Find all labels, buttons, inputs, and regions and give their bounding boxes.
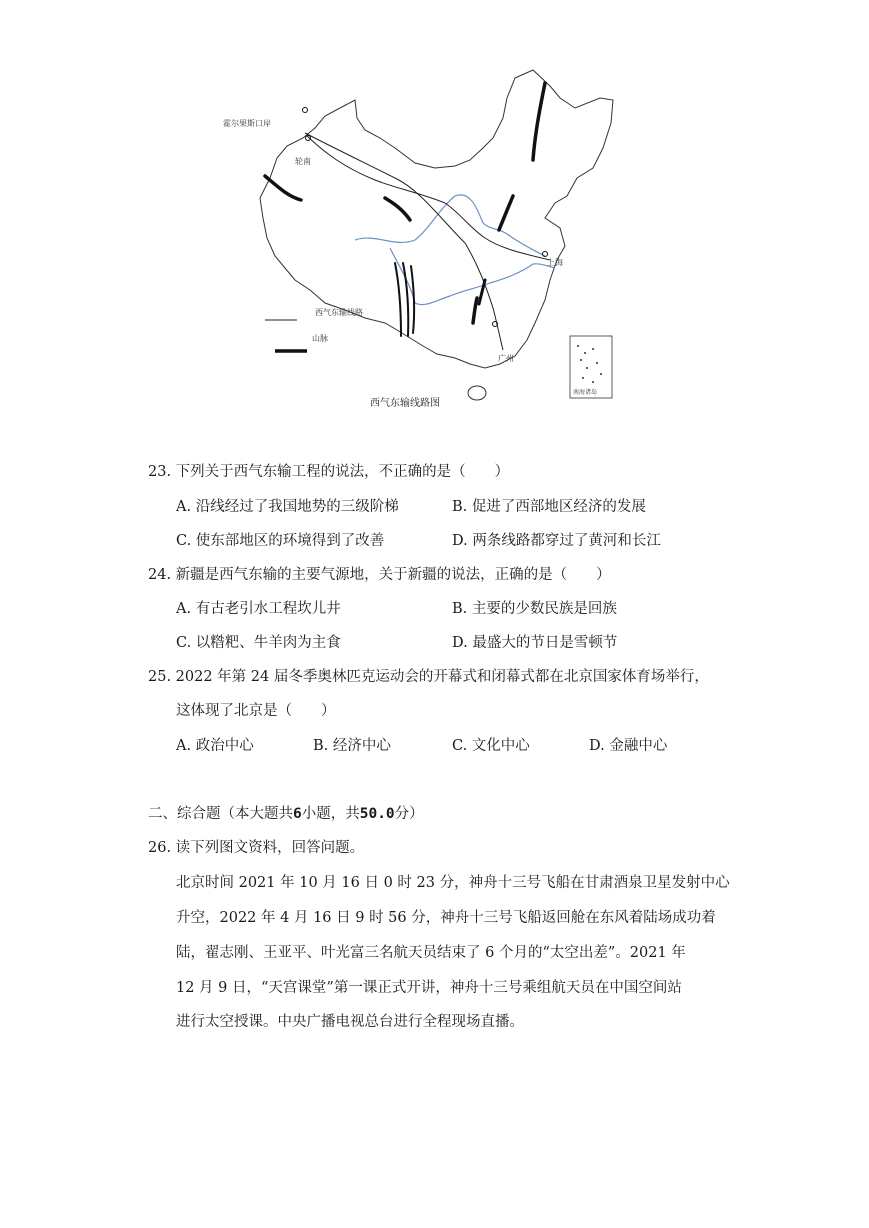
question-number: 23. bbox=[148, 464, 172, 480]
q23-option-d: D. 两条线路都穿过了黄河和长江 bbox=[452, 533, 661, 549]
question-text: 读下列图文资料，回答问题。 bbox=[175, 840, 365, 856]
yellow-river bbox=[355, 195, 545, 256]
question-text-line1: 2022 年第 24 届冬季奥林匹克运动会的开幕式和闭幕式都在北京国家体育场举行， bbox=[175, 669, 709, 685]
q23-option-c: C. 使东部地区的环境得到了改善 bbox=[176, 533, 385, 549]
q23-option-b: B. 促进了西部地区经济的发展 bbox=[452, 499, 646, 515]
mountain-8 bbox=[473, 298, 477, 323]
section-middle: 小题，共 bbox=[301, 806, 360, 822]
mountain-2 bbox=[385, 198, 410, 220]
mountain-5 bbox=[395, 263, 401, 336]
pipeline-map-figure bbox=[215, 68, 620, 413]
section-score: 50.0 bbox=[359, 806, 395, 822]
mountain-3 bbox=[533, 83, 545, 160]
q24-option-c: C. 以糌粑、牛羊肉为主食 bbox=[176, 635, 341, 651]
q23-option-a: A. 沿线经过了我国地势的三级阶梯 bbox=[176, 499, 399, 515]
q26-paragraph-line-2: 升空，2022 年 4 月 16 日 9 时 56 分，神舟十三号飞船返回舱在东风着陆场成功着 bbox=[176, 910, 716, 926]
horgos-label: 霍尔果斯口岸 bbox=[223, 119, 271, 128]
q25-option-b: B. 经济中心 bbox=[313, 738, 391, 754]
question-number: 25. bbox=[148, 669, 172, 685]
question-text: 下列关于西气东输工程的说法，不正确的是（ ） bbox=[175, 464, 510, 480]
section-count: 6 bbox=[293, 806, 302, 822]
horgos-marker bbox=[303, 108, 308, 113]
question-number: 24. bbox=[148, 567, 172, 583]
question-26-stem bbox=[148, 836, 364, 857]
q26-paragraph-line-1: 北京时间 2021 年 10 月 16 日 0 时 23 分，神舟十三号飞船在甘肃酒泉卫星发射中心 bbox=[176, 875, 730, 891]
question-text: 新疆是西气东输的主要气源地，关于新疆的说法，正确的是（ ） bbox=[175, 567, 611, 583]
q26-paragraph-line-5: 进行太空授课。中央广播电视总台进行全程现场直播。 bbox=[176, 1014, 524, 1030]
legend-mountain-label: 山脉 bbox=[312, 334, 328, 343]
china-map bbox=[215, 68, 620, 413]
map-caption: 西气东输线路图 bbox=[370, 398, 440, 409]
q24-option-d: D. 最盛大的节日是雪顿节 bbox=[452, 635, 618, 651]
lunnan-label: 轮南 bbox=[295, 157, 311, 166]
q25-option-a: A. 政治中心 bbox=[176, 738, 254, 754]
question-25-stem-line2: 这体现了北京是（ ） bbox=[176, 703, 336, 719]
section-2-heading bbox=[148, 802, 424, 823]
section-prefix: 二、综合题（本大题共 bbox=[148, 806, 293, 822]
legend-pipeline-label: 西气东输线路 bbox=[315, 308, 363, 317]
guangzhou-label: 广州 bbox=[498, 354, 514, 363]
hainan-island bbox=[468, 386, 486, 400]
section-suffix: 分） bbox=[394, 806, 424, 822]
mountain-4 bbox=[499, 196, 513, 230]
q26-paragraph-line-3: 陆，翟志刚、王亚平、叶光富三名航天员结束了 6 个月的“太空出差”。2021 年 bbox=[176, 945, 686, 961]
mountain-7 bbox=[411, 266, 414, 333]
question-24-stem bbox=[148, 563, 611, 584]
south-sea-label: 南海诸岛 bbox=[573, 389, 598, 396]
q24-option-b: B. 主要的少数民族是回族 bbox=[452, 601, 617, 617]
question-23-stem bbox=[148, 460, 509, 481]
south-sea-islands bbox=[577, 345, 602, 383]
q26-paragraph-line-4: 12 月 9 日，“天宫课堂”第一课正式开讲，神舟十三号乘组航天员在中国空间站 bbox=[176, 980, 682, 996]
shanghai-label: 上海 bbox=[547, 258, 563, 267]
china-outline bbox=[260, 70, 613, 368]
mountain-9 bbox=[479, 280, 485, 304]
q25-option-c: C. 文化中心 bbox=[452, 738, 530, 754]
question-25-stem bbox=[148, 665, 709, 686]
q24-option-a: A. 有古老引水工程坎儿井 bbox=[176, 601, 341, 617]
mountain-1 bbox=[265, 176, 301, 200]
question-number: 26. bbox=[148, 840, 172, 856]
q25-option-d: D. 金融中心 bbox=[589, 738, 668, 754]
